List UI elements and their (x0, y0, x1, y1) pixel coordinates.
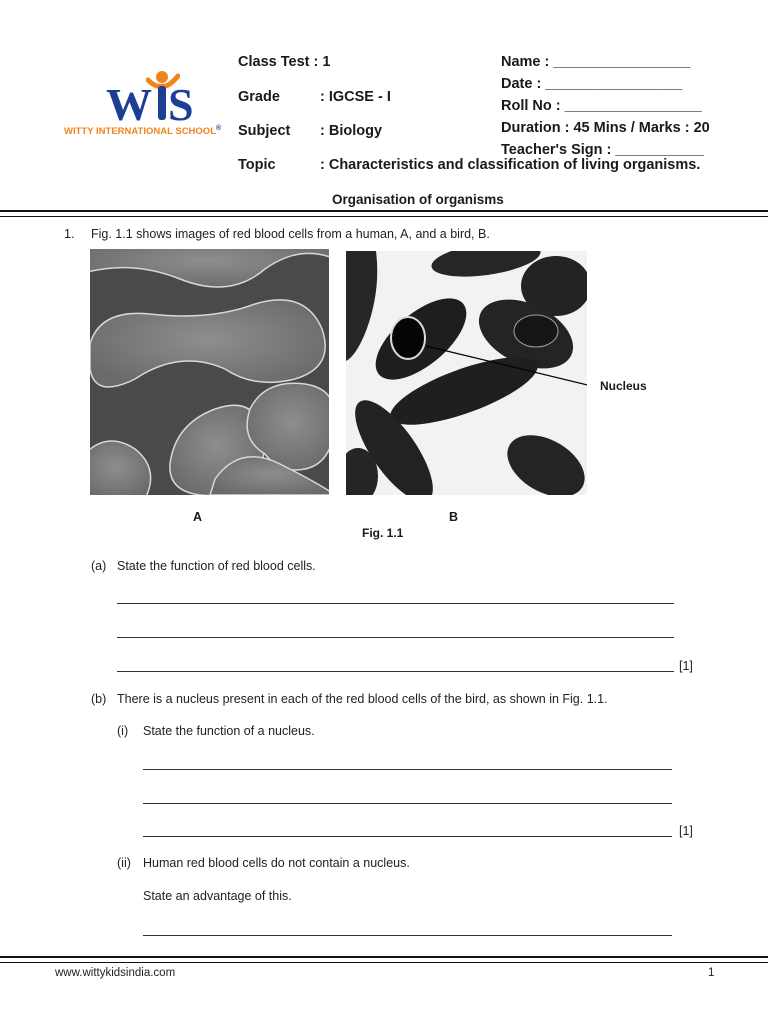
part-b-i-text: State the function of a nucleus. (143, 724, 315, 738)
part-b-label: (b) (91, 692, 107, 706)
answer-line-a1[interactable] (117, 603, 674, 604)
grade-value: : IGCSE - I (320, 89, 391, 105)
nucleus-label: Nucleus (600, 379, 647, 393)
header-divider-thick (0, 210, 768, 212)
teacher-sign-field[interactable]: Teacher's Sign : ___________ (501, 142, 705, 158)
answer-line-bii1[interactable] (143, 935, 672, 936)
answer-line-bi2[interactable] (143, 803, 672, 804)
question-number: 1. (64, 227, 75, 241)
question-intro: Fig. 1.1 shows images of red blood cells from a human, A, and a bird, B. (91, 227, 490, 241)
subtopic-title: Organisation of organisms (332, 192, 504, 207)
header-divider-thin (0, 216, 768, 217)
part-a-text: State the function of red blood cells. (117, 559, 316, 573)
school-logo (60, 68, 240, 143)
part-a-label: (a) (91, 559, 107, 573)
logo-school-name (64, 125, 221, 137)
name-field[interactable]: Name : _________________ (501, 54, 691, 70)
grade-label: Grade (238, 89, 280, 105)
subject-label: Subject (238, 123, 291, 139)
date-field[interactable]: Date : _________________ (501, 76, 683, 92)
figure-b-label: B (449, 510, 459, 524)
topic-label: Topic (238, 157, 276, 173)
part-b-ii-text2: State an advantage of this. (143, 889, 292, 903)
logo-letter-s: S (168, 79, 194, 130)
figure-caption: Fig. 1.1 (362, 526, 404, 540)
answer-line-bi3[interactable] (143, 836, 672, 837)
part-b-ii-text: Human red blood cells do not contain a nucleus. (143, 856, 410, 870)
part-b-text: There is a nucleus present in each of the red blood cells of the bird, as shown in Fig. 1.1. (117, 692, 608, 706)
figure-a-human-rbc (90, 249, 329, 495)
class-test: Class Test : 1 (238, 54, 331, 70)
logo-school-name-text: WITTY INTERNATIONAL SCHOOL (64, 126, 216, 138)
logo-letter-w: W (106, 79, 152, 130)
registered-mark: ® (216, 125, 222, 132)
answer-line-bi1[interactable] (143, 769, 672, 770)
subject-value: : Biology (320, 123, 383, 139)
answer-line-a2[interactable] (117, 637, 674, 638)
topic-value: : Characteristics and classification of living organisms. (320, 157, 701, 173)
duration-marks: Duration : 45 Mins / Marks : 20 (501, 120, 710, 136)
page-number: 1 (708, 967, 715, 979)
figure-b-bird-rbc (346, 251, 587, 495)
answer-line-a3[interactable] (117, 671, 674, 672)
part-b-i-marks: [1] (679, 824, 693, 838)
figure-a-label: A (193, 510, 203, 524)
part-a-marks: [1] (679, 659, 693, 673)
part-b-ii-label: (ii) (117, 856, 131, 870)
footer-divider-thick (0, 956, 768, 958)
roll-no-field[interactable]: Roll No : _________________ (501, 98, 702, 114)
footer-divider-thin (0, 962, 768, 963)
footer-website[interactable]: www.wittykidsindia.com (55, 967, 176, 979)
part-b-i-label: (i) (117, 724, 129, 738)
